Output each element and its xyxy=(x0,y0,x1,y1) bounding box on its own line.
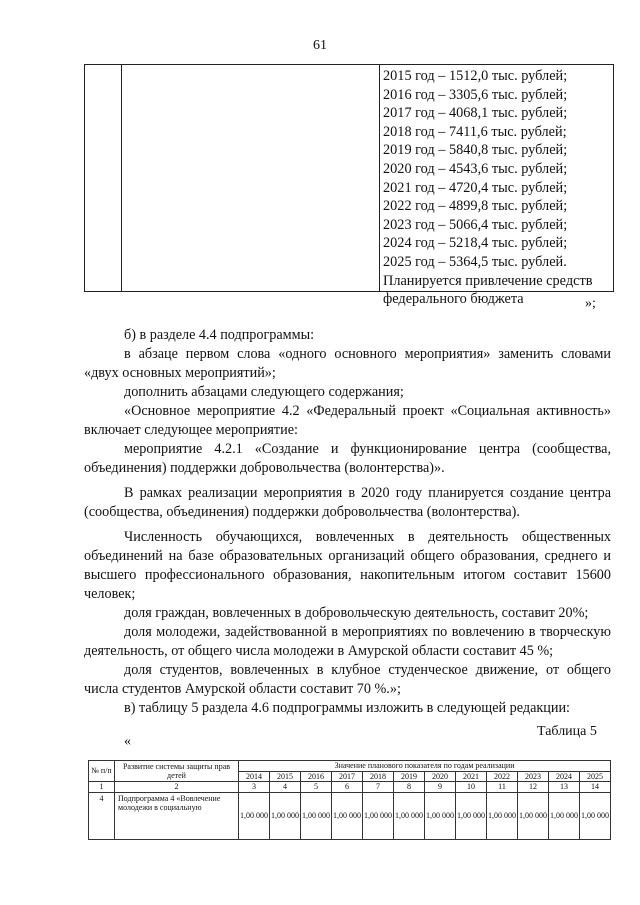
paragraph: Численность обучающихся, вовлеченных в деятельность общественных объединений на базе образовательных организаций общего образования, среднего и высшего профессионального образования, накопительным итогом составит 15600 человек; xyxy=(84,529,611,602)
table-5-column-number: 9 xyxy=(425,782,456,793)
table-5-header-group: Значение планового показателя по годам реализации xyxy=(239,761,611,772)
table-5-year-header: 2022 xyxy=(487,771,518,782)
table-5-value-cell: 1,00 000 xyxy=(518,792,549,839)
table-5-row-name: Подпрограмма 4 «Вовлечение молодежи в социальную xyxy=(115,792,239,839)
table-5-year-header: 2015 xyxy=(270,771,301,782)
paragraph: в) таблицу 5 раздела 4.6 подпрограммы изложить в следующей редакции: xyxy=(124,700,570,716)
funding-line: федерального бюджета xyxy=(383,291,524,308)
table-5-column-number: 7 xyxy=(363,782,394,793)
paragraph: В рамках реализации мероприятия в 2020 году планируется создание центра (сообщества, объединения) поддержки добровольчества (волонтерства). xyxy=(84,485,611,520)
table-5-year-header: 2024 xyxy=(549,771,580,782)
paragraph: доля молодежи, задействованной в мероприятиях по вовлечению в творческую деятельность, от общего числа молодежи в Амурской области составит 45 %; xyxy=(84,624,611,659)
funding-line: 2016 год – 3305,6 тыс. рублей; xyxy=(383,86,568,103)
table-5-year-header: 2020 xyxy=(425,771,456,782)
table-5-column-number: 6 xyxy=(332,782,363,793)
funding-line: 2021 год – 4720,4 тыс. рублей; xyxy=(383,179,568,196)
table-5-column-number: 5 xyxy=(301,782,332,793)
table-5-year-header: 2023 xyxy=(518,771,549,782)
table-5-year-header: 2016 xyxy=(301,771,332,782)
funding-line: 2017 год – 4068,1 тыс. рублей; xyxy=(383,105,568,122)
paragraph: доля граждан, вовлеченных в добровольческую деятельность, составит 20%; xyxy=(124,605,589,621)
table-5-year-header: 2018 xyxy=(363,771,394,782)
table-5-column-number: 11 xyxy=(487,782,518,793)
funding-table-col-name xyxy=(121,65,380,291)
table-caption: Таблица 5 xyxy=(537,724,597,739)
funding-line: Планируется привлечение средств xyxy=(383,272,593,289)
table-5-value-cell: 1,00 000 xyxy=(301,792,332,839)
table-5-header-name: Развитие системы защиты прав детей xyxy=(115,761,239,782)
table-5-value-cell: 1,00 000 xyxy=(394,792,425,839)
body-text xyxy=(84,326,611,718)
paragraph: доля студентов, вовлеченных в клубное студенческое движение, от общего числа студентов Амурской области составит 70 %.»; xyxy=(84,662,611,697)
funding-line: 2019 год – 5840,8 тыс. рублей; xyxy=(383,142,568,159)
funding-table xyxy=(84,64,614,308)
table-5-value-cell: 1,00 000 xyxy=(239,792,270,839)
paragraph: «Основное мероприятие 4.2 «Федеральный проект «Социальная активность» включает следующее мероприятие: xyxy=(84,403,611,438)
table-5-column-number: 13 xyxy=(549,782,580,793)
paragraph: мероприятие 4.2.1 «Создание и функционирование центра (сообщества, объединения) поддержки добровольчества (волонтерства)». xyxy=(84,441,611,476)
table-5-year-header: 2019 xyxy=(394,771,425,782)
table-5-column-number: 2 xyxy=(115,782,239,793)
table-5-column-number: 14 xyxy=(580,782,611,793)
funding-line: 2018 год – 7411,6 тыс. рублей; xyxy=(383,123,567,140)
table-5-header-number: № п/п xyxy=(89,761,115,782)
funding-line: 2024 год – 5218,4 тыс. рублей; xyxy=(383,235,568,252)
paragraph: дополнить абзацами следующего содержания; xyxy=(124,384,404,400)
funding-table-col-values xyxy=(383,67,611,309)
open-quote: « xyxy=(124,734,131,749)
funding-line: 2015 год – 1512,0 тыс. рублей; xyxy=(383,68,568,84)
funding-line: 2025 год – 5364,5 тыс. рублей. xyxy=(383,253,567,270)
table-5-value-cell: 1,00 000 xyxy=(549,792,580,839)
table-5-value-cell: 1,00 000 xyxy=(270,792,301,839)
table-5-year-header: 2017 xyxy=(332,771,363,782)
table-5-value-cell: 1,00 000 xyxy=(332,792,363,839)
closing-quote: »; xyxy=(585,296,596,311)
page-number: 61 xyxy=(313,38,327,53)
table-5-column-number: 8 xyxy=(394,782,425,793)
paragraph: б) в разделе 4.4 подпрограммы: xyxy=(124,327,315,343)
table-5-value-cell: 1,00 000 xyxy=(363,792,394,839)
table-5-column-number: 10 xyxy=(456,782,487,793)
table-5-year-header: 2025 xyxy=(580,771,611,782)
table-5-column-number: 3 xyxy=(239,782,270,793)
table-5-year-header: 2021 xyxy=(456,771,487,782)
funding-line: 2023 год – 5066,4 тыс. рублей; xyxy=(383,216,568,233)
table-5-column-number: 4 xyxy=(270,782,301,793)
paragraph: в абзаце первом слова «одного основного мероприятия» заменить словами «двух основных мероприятий»; xyxy=(84,346,611,381)
funding-table-col-number xyxy=(85,65,122,291)
table-5-column-number: 12 xyxy=(518,782,549,793)
funding-line: 2022 год – 4899,8 тыс. рублей; xyxy=(383,198,568,215)
table-5-value-cell: 1,00 000 xyxy=(580,792,611,839)
funding-line: 2020 год – 4543,6 тыс. рублей; xyxy=(383,160,568,177)
table-5-column-number: 1 xyxy=(89,782,115,793)
table-5 xyxy=(88,760,611,840)
table-5-value-cell: 1,00 000 xyxy=(487,792,518,839)
table-5-value-cell: 1,00 000 xyxy=(456,792,487,839)
table-5-year-header: 2014 xyxy=(239,771,270,782)
table-5-value-cell: 1,00 000 xyxy=(425,792,456,839)
table-5-row-number: 4 xyxy=(89,792,115,839)
